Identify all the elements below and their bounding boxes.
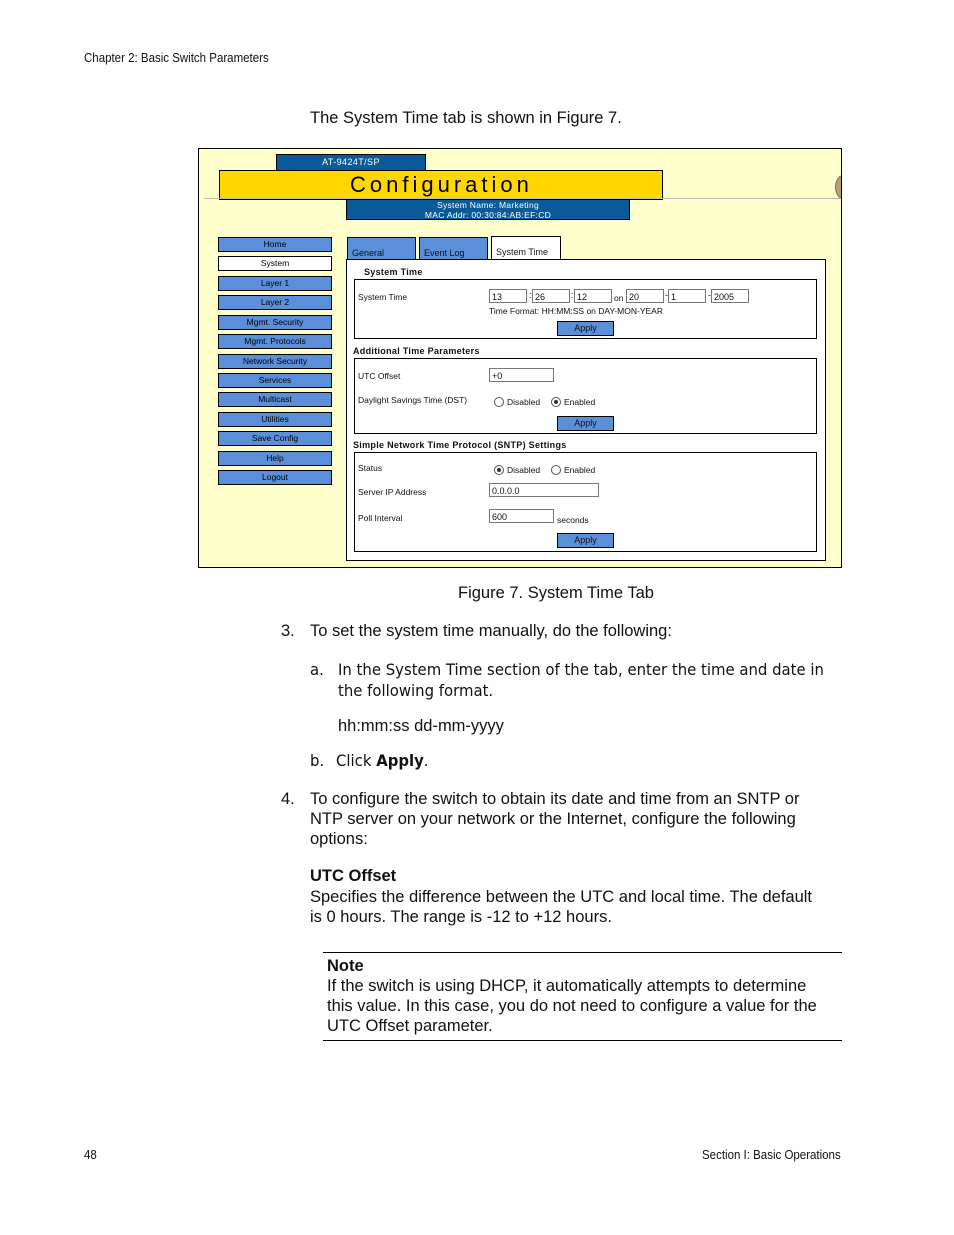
status-label: Status [358, 463, 383, 473]
step4-line1: To configure the switch to obtain its date and time from an SNTP or [310, 790, 800, 808]
system-time-apply-button[interactable]: Apply [557, 321, 614, 336]
model-bar: AT-9424T/SP [276, 154, 426, 171]
intro-text: The System Time tab is shown in Figure 7. [310, 109, 622, 127]
tab-event-log[interactable]: Event Log [419, 237, 488, 259]
nav-layer2[interactable]: Layer 2 [218, 295, 332, 310]
step3-text: To set the system time manually, do the following: [310, 622, 672, 640]
nav-network-security[interactable]: Network Security [218, 354, 332, 369]
configuration-title: Configuration [350, 172, 533, 197]
poll-interval-input[interactable]: 600 [489, 509, 554, 523]
step-b-period: . [423, 751, 429, 770]
note-line2: this value. In this case, you do not need to configure a value for the [327, 997, 817, 1015]
nav-multicast[interactable]: Multicast [218, 392, 332, 407]
poll-unit-label: seconds [557, 515, 589, 525]
figure-system-time-screenshot [198, 148, 842, 568]
step3-number: 3. [281, 622, 295, 640]
nav-layer1[interactable]: Layer 1 [218, 276, 332, 291]
nav-mgmt-security[interactable]: Mgmt. Security [218, 315, 332, 330]
note-line3: UTC Offset parameter. [327, 1017, 493, 1035]
time-separator: : [571, 290, 574, 300]
note-top-rule [323, 952, 842, 953]
section-footer: Section I: Basic Operations [702, 1148, 841, 1162]
date-separator: - [665, 290, 668, 300]
sntp-section-title: Simple Network Time Protocol (SNTP) Settings [353, 440, 567, 450]
hour-input[interactable]: 13 [489, 289, 527, 303]
nav-system[interactable]: System [218, 256, 332, 271]
system-name: System Name: Marketing [436, 200, 540, 210]
system-time-label: System Time [358, 292, 408, 302]
dst-label: Daylight Savings Time (DST) [358, 395, 468, 405]
page-number: 48 [84, 1148, 97, 1162]
server-ip-input[interactable]: 0.0.0.0 [489, 483, 599, 497]
sntp-apply-button[interactable]: Apply [557, 533, 614, 548]
day-input[interactable]: 20 [626, 289, 664, 303]
utc-offset-desc-line1: Specifies the difference between the UTC and local time. The default [310, 888, 813, 906]
step-a-line2: the following format. [338, 681, 494, 700]
time-format-hint: Time Format: HH:MM:SS on DAY-MON-YEAR [489, 306, 663, 316]
logo-icon [835, 175, 842, 199]
dst-enabled-label: Enabled [564, 397, 596, 407]
nav-home[interactable]: Home [218, 237, 332, 252]
additional-params-box [354, 358, 817, 434]
mac-address: MAC Addr: 00:30:84:AB:EF:CD [424, 209, 552, 220]
note-heading: Note [327, 957, 364, 975]
step-b-text [336, 750, 429, 771]
sntp-disabled-radio[interactable] [494, 465, 504, 475]
figure-caption: Figure 7. System Time Tab [458, 584, 654, 602]
tab-general[interactable]: General [347, 237, 416, 259]
sntp-disabled-label: Disabled [507, 465, 541, 475]
step4-line2: NTP server on your network or the Internet, configure the following [310, 810, 796, 828]
tab-system-time[interactable]: System Time [491, 236, 561, 260]
system-time-box [354, 279, 817, 339]
step-a-number: a. [310, 660, 324, 679]
system-info-bar [346, 199, 630, 220]
nav-help[interactable]: Help [218, 451, 332, 466]
nav-services[interactable]: Services [218, 373, 332, 388]
step-b-number: b. [310, 751, 325, 770]
additional-apply-button[interactable]: Apply [557, 416, 614, 431]
sntp-box [354, 452, 817, 552]
system-time-section-title: System Time [364, 267, 423, 277]
running-header: Chapter 2: Basic Switch Parameters [84, 51, 269, 65]
step-a-line1: In the System Time section of the tab, enter the time and date in [338, 660, 824, 679]
server-ip-label: Server IP Address [358, 487, 427, 497]
step-b-apply: Apply [376, 751, 424, 770]
year-input[interactable]: 2005 [711, 289, 749, 303]
sntp-enabled-label: Enabled [564, 465, 596, 475]
step-b-click: Click [336, 751, 372, 770]
utc-offset-desc-line2: is 0 hours. The range is -12 to +12 hours. [310, 908, 612, 926]
time-separator: : [529, 290, 532, 300]
utc-offset-heading: UTC Offset [310, 867, 397, 885]
month-input[interactable]: 1 [668, 289, 706, 303]
utc-offset-label: UTC Offset [358, 371, 401, 381]
dst-disabled-radio[interactable] [494, 397, 504, 407]
configuration-banner [219, 170, 663, 200]
utc-offset-input[interactable]: +0 [489, 368, 554, 382]
poll-interval-label: Poll Interval [358, 513, 403, 523]
minute-input[interactable]: 26 [532, 289, 570, 303]
note-bottom-rule [323, 1040, 842, 1041]
dst-disabled-label: Disabled [507, 397, 541, 407]
date-separator: - [708, 290, 711, 300]
sntp-enabled-radio[interactable] [551, 465, 561, 475]
additional-params-section-title: Additional Time Parameters [353, 346, 480, 356]
nav-utilities[interactable]: Utilities [218, 412, 332, 427]
second-input[interactable]: 12 [574, 289, 612, 303]
format-example: hh:mm:ss dd-mm-yyyy [338, 717, 504, 735]
nav-save-config[interactable]: Save Config [218, 431, 332, 446]
step4-number: 4. [281, 790, 295, 808]
nav-mgmt-protocols[interactable]: Mgmt. Protocols [218, 334, 332, 349]
nav-logout[interactable]: Logout [218, 470, 332, 485]
dst-enabled-radio[interactable] [551, 397, 561, 407]
on-label: on [614, 293, 624, 303]
system-time-panel [346, 259, 826, 561]
step4-line3: options: [310, 830, 368, 848]
note-line1: If the switch is using DHCP, it automatically attempts to determine [327, 977, 807, 995]
